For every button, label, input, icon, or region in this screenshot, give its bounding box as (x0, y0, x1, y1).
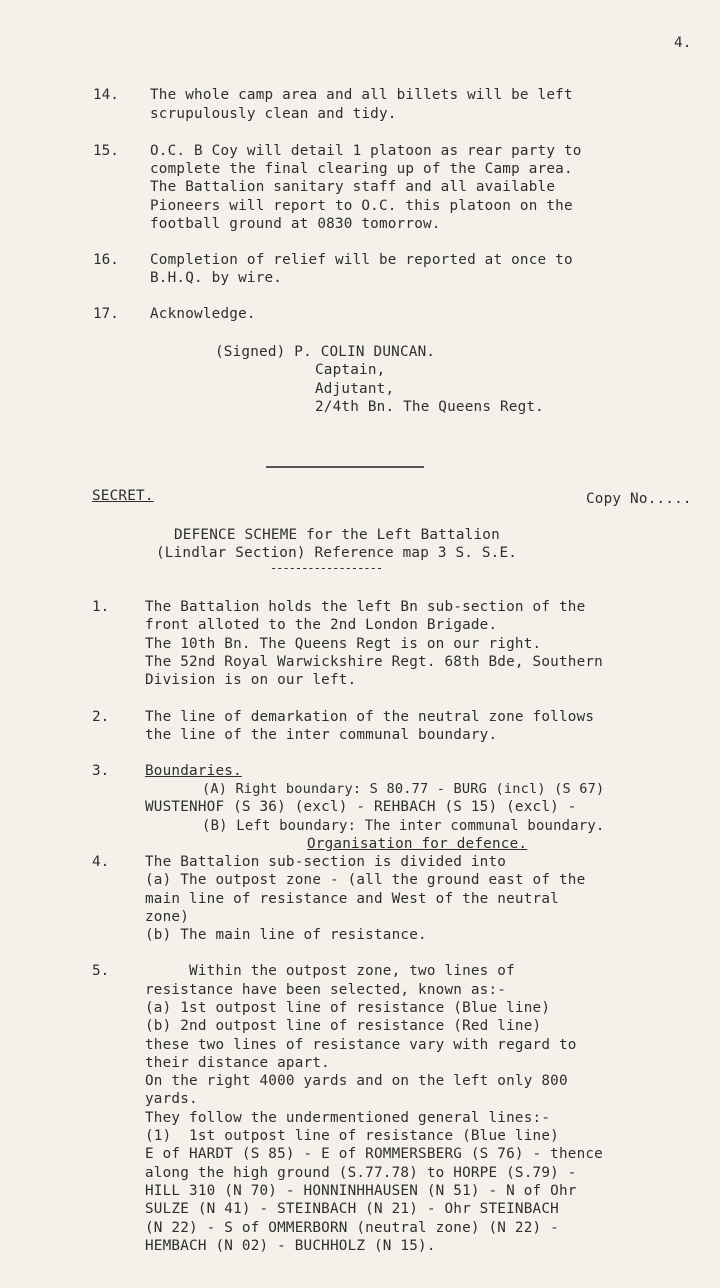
item-text-line: WUSTENHOF (S 36) (excl) - REHBACH (S 15) (excl) - (145, 799, 577, 815)
item-number: 5. (92, 963, 110, 979)
item-text-line: main line of resistance and West of the neutral (145, 891, 559, 907)
signature-role: Adjutant, (315, 381, 395, 397)
separator-line (266, 466, 424, 468)
item-text-line: On the right 4000 yards and on the left only 800 (145, 1073, 568, 1089)
item-text-line: Division is on our left. (145, 672, 357, 688)
item-number: 3. (92, 763, 110, 779)
item-text-line: HEMBACH (N 02) - BUCHHOLZ (N 15). (145, 1238, 436, 1254)
item-text-line: SULZE (N 41) - STEINBACH (N 21) - Ohr STEINBACH (145, 1201, 559, 1217)
signature-name: (Signed) P. COLIN DUNCAN. (215, 344, 436, 360)
item-number: 15. (93, 143, 119, 159)
signature-unit: 2/4th Bn. The Queens Regt. (315, 399, 544, 415)
boundaries-heading: Boundaries. (145, 763, 242, 779)
scheme-title: DEFENCE SCHEME for the Left Battalion (174, 527, 500, 543)
item-text-line: front alloted to the 2nd London Brigade. (145, 617, 498, 633)
item-text-line: (a) 1st outpost line of resistance (Blue line) (145, 1000, 551, 1016)
item-number: 17. (93, 306, 119, 322)
copy-number: Copy No..... (586, 491, 692, 507)
item-text-line: The 10th Bn. The Queens Regt is on our right. (145, 636, 542, 652)
item-text-line: Completion of relief will be reported at once to (150, 252, 573, 268)
page-number: 4. (674, 35, 692, 51)
item-text-line: (B) Left boundary: The inter communal boundary. (202, 818, 605, 834)
title-dash-underline: ------------------ (270, 561, 383, 575)
scheme-subtitle: (Lindlar Section) Reference map 3 S. S.E. (156, 545, 518, 561)
item-text-line: (a) The outpost zone - (all the ground east of the (145, 872, 586, 888)
item-text-line: They follow the undermentioned general lines:- (145, 1110, 551, 1126)
item-text-line: their distance apart. (145, 1055, 330, 1071)
signature-rank: Captain, (315, 362, 386, 378)
item-text-line: (b) The main line of resistance. (145, 927, 427, 943)
item-text-line: HILL 310 (N 70) - HONNINHHAUSEN (N 51) - N of Ohr (145, 1183, 577, 1199)
item-text-line: along the high ground (S.77.78) to HORPE (S.79) - (145, 1165, 577, 1181)
item-text-line: The Battalion holds the left Bn sub-section of the (145, 599, 586, 615)
item-number: 16. (93, 252, 119, 268)
item-text-line: (1) 1st outpost line of resistance (Blue line) (145, 1128, 559, 1144)
item-text-line: B.H.Q. by wire. (150, 270, 283, 286)
item-text-line: scrupulously clean and tidy. (150, 106, 397, 122)
item-text-line: (b) 2nd outpost line of resistance (Red line) (145, 1018, 542, 1034)
item-text-line: The line of demarkation of the neutral zone follows (145, 709, 595, 725)
item-text-line: The 52nd Royal Warwickshire Regt. 68th Bde, Southern (145, 654, 603, 670)
item-text-line: Pioneers will report to O.C. this platoon on the (150, 198, 573, 214)
item-number: 4. (92, 854, 110, 870)
item-text-line: these two lines of resistance vary with regard to (145, 1037, 577, 1053)
item-text-line: the line of the inter communal boundary. (145, 727, 498, 743)
item-text-line: O.C. B Coy will detail 1 platoon as rear party to (150, 143, 582, 159)
item-text-line: (N 22) - S of OMMERBORN (neutral zone) (N 22) - (145, 1220, 559, 1236)
item-number: 14. (93, 87, 119, 103)
item-text-line: (A) Right boundary: S 80.77 - BURG (incl) (S 67) (202, 781, 605, 797)
item-text-line: E of HARDT (S 85) - E of ROMMERSBERG (S 76) - thence (145, 1146, 603, 1162)
item-text-line: Within the outpost zone, two lines of (145, 963, 515, 979)
item-text-line: complete the final clearing up of the Camp area. (150, 161, 573, 177)
item-number: 2. (92, 709, 110, 725)
secret-heading: SECRET. (92, 488, 154, 504)
item-text-line: yards. (145, 1091, 198, 1107)
item-text-line: football ground at 0830 tomorrow. (150, 216, 441, 232)
item-text-line: The Battalion sub-section is divided into (145, 854, 507, 870)
item-text-line: resistance have been selected, known as:- (145, 982, 507, 998)
item-text-line: The whole camp area and all billets will be left (150, 87, 573, 103)
organisation-heading: Organisation for defence. (307, 836, 528, 852)
item-text-line: Acknowledge. (150, 306, 256, 322)
item-text-line: zone) (145, 909, 190, 925)
item-text-line: The Battalion sanitary staff and all available (150, 179, 556, 195)
item-number: 1. (92, 599, 110, 615)
